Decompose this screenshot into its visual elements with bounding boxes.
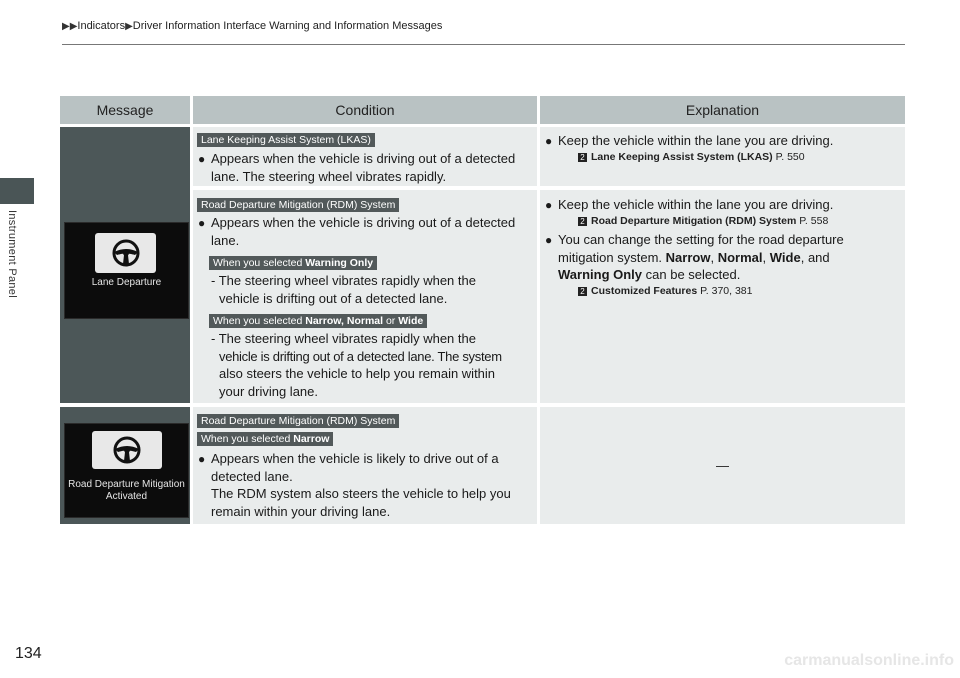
condition-subtext-line: vehicle is drifting out of a detected lane. The system	[219, 348, 502, 364]
explanation-text-line: Keep the vehicle within the lane you are driving.	[558, 133, 834, 148]
reference-arrow-icon: 2	[578, 287, 587, 296]
bullet-icon: ●	[198, 152, 206, 166]
condition-text-line: Appears when the vehicle is driving out of a detected	[211, 215, 516, 230]
column-header-explanation: Explanation	[540, 96, 905, 124]
explanation-text-line: You can change the setting for the road departure	[558, 232, 844, 247]
bullet-icon: ●	[198, 216, 206, 230]
condition-subtext-line: - The steering wheel vibrates rapidly when the	[211, 331, 476, 346]
condition-text-line: lane.	[211, 232, 240, 248]
system-tag-rdm: Road Departure Mitigation (RDM) System	[197, 414, 399, 428]
explanation-text-line: Warning Only can be selected.	[558, 267, 741, 282]
condition-text-line: remain within your driving lane.	[211, 503, 391, 519]
breadcrumb-arrow-icon: ▶▶	[62, 21, 78, 32]
bullet-icon: ●	[545, 198, 553, 212]
bullet-icon: ●	[545, 233, 553, 247]
condition-text-line: Appears when the vehicle is driving out of a detected	[211, 151, 516, 166]
page-number: 134	[15, 645, 42, 662]
breadcrumb-item-messages[interactable]: Driver Information Interface Warning and Information Messages	[132, 20, 443, 32]
system-tag-lkas: Lane Keeping Assist System (LKAS)	[197, 133, 375, 147]
reference-arrow-icon: 2	[578, 153, 587, 162]
screen-message-rdm-line1: Road Departure Mitigation	[68, 479, 185, 490]
column-header-message: Message	[60, 96, 190, 124]
condition-text-line: detected lane.	[211, 468, 293, 484]
breadcrumb-arrow-icon: ▶	[125, 21, 133, 32]
explanation-text-line: Keep the vehicle within the lane you are driving.	[558, 197, 834, 212]
section-side-label: Instrument Panel	[6, 210, 18, 298]
explanation-empty-dash: —	[716, 458, 729, 473]
explanation-text-line: mitigation system. Narrow, Normal, Wide, and	[558, 249, 830, 265]
screen-message-rdm-line2: Activated	[105, 491, 148, 502]
lane-departure-screen	[64, 222, 189, 319]
column-header-condition: Condition	[193, 96, 537, 124]
watermark-footer: carmanualsonline.info	[784, 652, 954, 669]
reference-arrow-icon: 2	[578, 217, 587, 226]
steering-wheel-icon	[95, 233, 156, 273]
header-divider	[62, 44, 905, 45]
steering-wheel-icon	[92, 431, 162, 469]
condition-text-line: Appears when the vehicle is likely to drive out of a	[211, 451, 499, 466]
section-tab-marker	[0, 178, 34, 204]
cross-reference-link-rdm[interactable]: 2 Road Departure Mitigation (RDM) System P. 558	[578, 215, 828, 227]
setting-tag-narrow: When you selected Narrow	[197, 432, 333, 446]
bullet-icon: ●	[198, 452, 206, 466]
condition-subtext-line: vehicle is drifting out of a detected lane.	[219, 290, 448, 306]
condition-subtext-line: also steers the vehicle to help you remain within	[219, 366, 496, 381]
setting-tag-narrow-normal-wide: When you selected Narrow, Normal or Wide	[209, 314, 427, 328]
condition-text-line: lane. The steering wheel vibrates rapidly.	[211, 168, 447, 184]
condition-subtext-line: - The steering wheel vibrates rapidly when the	[211, 273, 476, 288]
screen-message-lane-departure: Lane Departure	[91, 277, 162, 288]
setting-tag-warning-only: When you selected Warning Only	[209, 256, 377, 270]
breadcrumb-item-indicators[interactable]: Indicators	[77, 20, 126, 32]
cross-reference-link-lkas[interactable]: 2 Lane Keeping Assist System (LKAS) P. 550	[578, 151, 805, 163]
breadcrumb	[62, 20, 442, 32]
rdm-activated-screen	[64, 423, 189, 518]
cross-reference-link-customized-features[interactable]: 2 Customized Features P. 370, 381	[578, 285, 752, 297]
condition-subtext-line: your driving lane.	[219, 383, 318, 399]
bullet-icon: ●	[545, 134, 553, 148]
system-tag-rdm: Road Departure Mitigation (RDM) System	[197, 198, 399, 212]
condition-text-line: The RDM system also steers the vehicle to help you	[211, 486, 511, 501]
